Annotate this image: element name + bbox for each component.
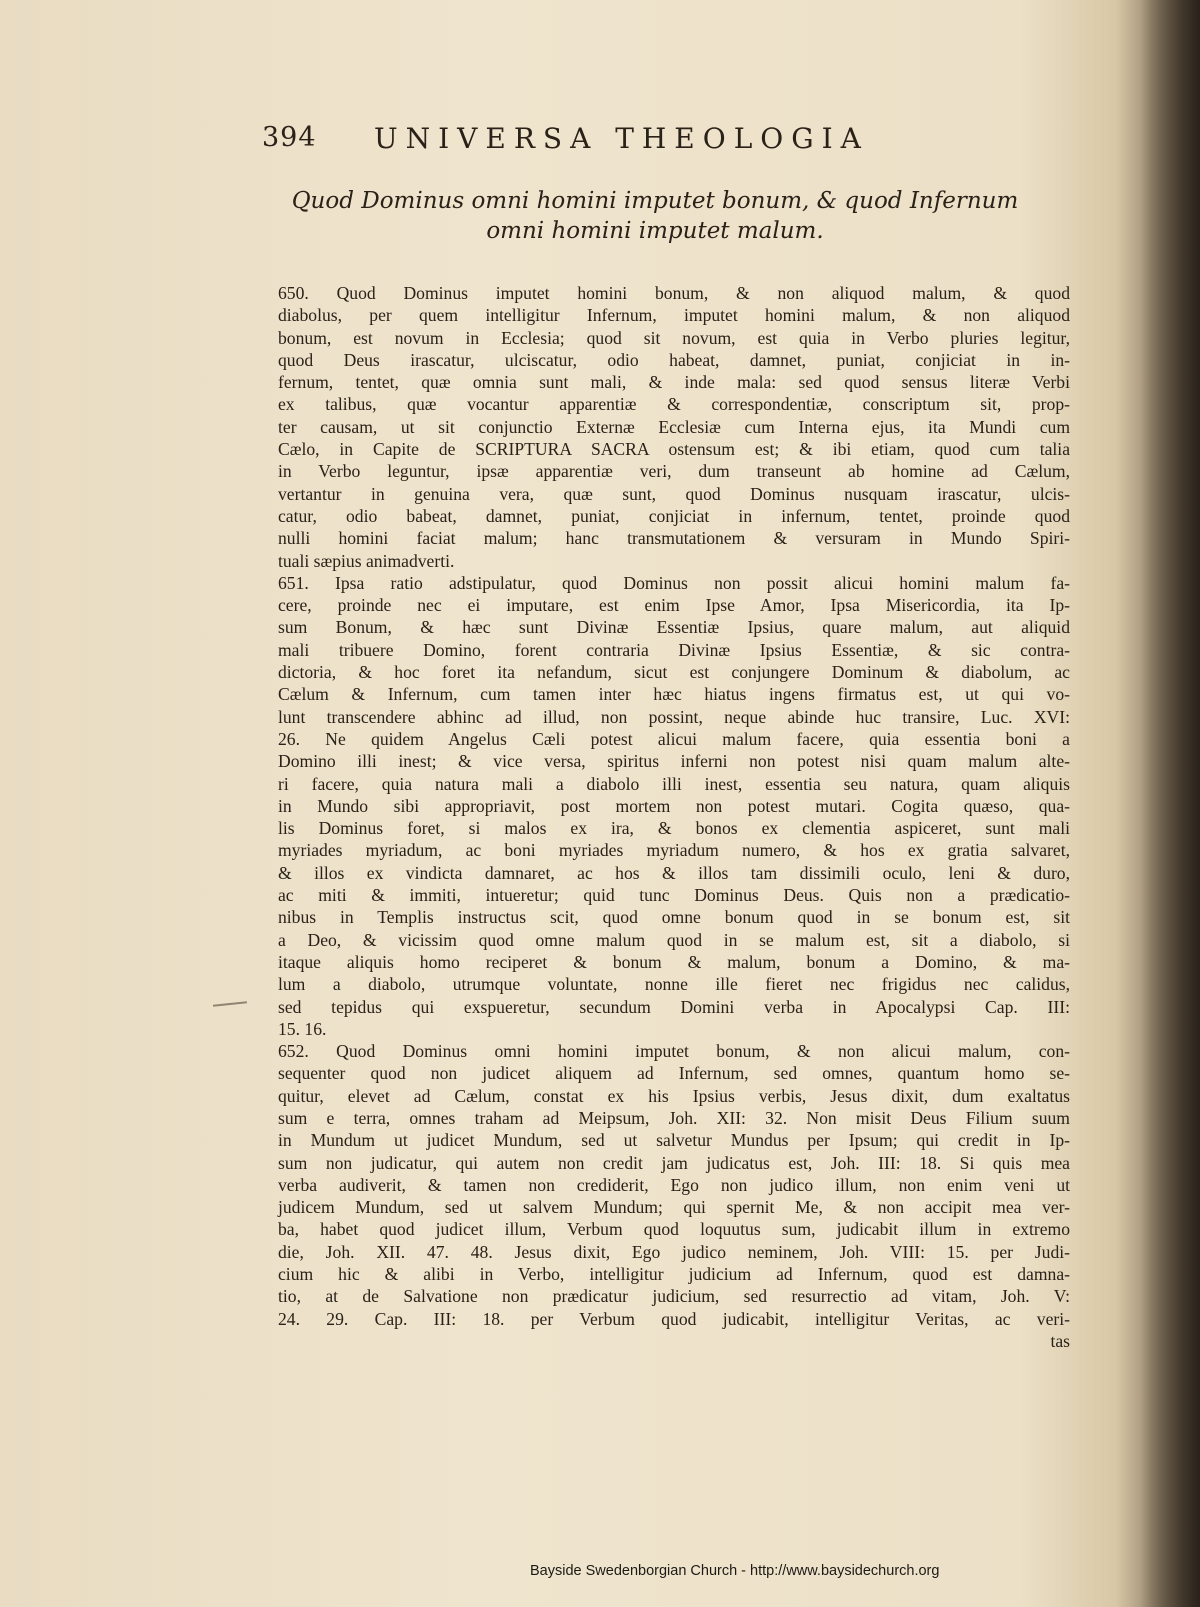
text-line: verba audiverit, & tamen non crediderit, Ego non judico illum, non enim veni ut xyxy=(278,1174,1070,1195)
text-line: quitur, elevet ad Cælum, constat ex his Ipsius verbis, Jesus dixit, dum exaltatus xyxy=(278,1085,1070,1106)
page-header xyxy=(262,122,1022,164)
text-line: diabolus, per quem intelligitur Infernum, imputet homini malum, & non aliquod xyxy=(278,305,1070,326)
text-line: mali tribuere Domino, forent contraria Divinæ Ipsius Essentiæ, & sic contra- xyxy=(278,639,1070,660)
text-line: ter causam, ut sit conjunctio Externæ Ecclesiæ cum Interna ejus, ita Mundi cum xyxy=(278,416,1070,437)
catchword: tas xyxy=(1050,1330,1070,1351)
text-line: sequenter quod non judicet aliquem ad Infernum, sed omnes, quantum homo se- xyxy=(278,1063,1070,1084)
text-line: 652. Quod Dominus omni homini imputet bonum, & non alicui malum, con- xyxy=(278,1041,1070,1062)
text-line: dictoria, & hoc foret ita nefandum, sicut est conjungere Dominum & diabolum, ac xyxy=(278,662,1070,683)
text-line: & illos ex vindicta damnaret, ac hos & illos tam dissimili oculo, leni & duro, xyxy=(278,862,1070,883)
text-line: ex talibus, quæ vocantur apparentiæ & correspondentiæ, conscriptum sit, prop- xyxy=(278,394,1070,415)
text-line: in Mundo sibi appropriavit, post mortem non potest mutari. Cogita quæso, qua- xyxy=(278,795,1070,816)
text-line: 651. Ipsa ratio adstipulatur, quod Dominus non possit alicui homini malum fa- xyxy=(278,572,1070,593)
text-line: die, Joh. XII. 47. 48. Jesus dixit, Ego judico neminem, Joh. VIII: 15. per Judi- xyxy=(278,1241,1070,1262)
text-line: sum Bonum, & hæc sunt Divinæ Essentiæ Ipsius, quare malum, aut aliquid xyxy=(278,617,1070,638)
text-line: in Verbo leguntur, ipsæ apparentiæ veri, dum transeunt ab homine ad Cælum, xyxy=(278,461,1070,482)
text-line: 650. Quod Dominus imputet homini bonum, & non aliquod malum, & quod xyxy=(278,283,1070,303)
watermark: Bayside Swedenborgian Church - http://www.baysidechurch.org xyxy=(530,1563,940,1579)
text-line: sed tepidus qui exspueretur, secundum Domini verba in Apocalypsi Cap. III: xyxy=(278,996,1070,1017)
text-line: bonum, est novum in Ecclesia; quod sit novum, est quia in Verbo pluries legitur, xyxy=(278,327,1070,348)
text-line: nibus in Templis instructus scit, quod omne bonum quod in se bonum est, sit xyxy=(278,907,1070,928)
margin-mark xyxy=(213,1001,247,1007)
running-title: UNIVERSA THEOLOGIA xyxy=(374,122,869,155)
text-line: catur, odio babeat, damnet, puniat, conjiciat in infernum, tentet, proinde quod xyxy=(278,505,1070,526)
text-line: lum a diabolo, utrumque voluntate, nonne ille fieret nec frigidus nec calidus, xyxy=(278,974,1070,995)
text-line: 15. 16. xyxy=(278,1018,327,1039)
page-binding-shadow xyxy=(1140,0,1200,1607)
text-line: cere, proinde nec ei imputare, est enim Ipse Amor, Ipsa Misericordia, ita Ip- xyxy=(278,595,1070,616)
text-line: 26. Ne quidem Angelus Cæli potest alicui malum facere, quia essentia boni a xyxy=(278,728,1070,749)
text-line: Domino illi inest; & vice versa, spiritus inferni non potest nisi quam malum alte- xyxy=(278,751,1070,772)
text-line: judicem Mundum, sed ut salvem Mundum; qui spernit Me, & non accipit mea ver- xyxy=(278,1197,1070,1218)
text-line: a Deo, & vicissim quod omne malum quod in se malum est, sit a diabolo, si xyxy=(278,929,1070,950)
text-line: 24. 29. Cap. III: 18. per Verbum quod judicabit, intelligitur Veritas, ac veri- xyxy=(278,1308,1070,1329)
text-line: ba, habet quod judicet illum, Verbum quod loquutus sum, judicabit illum in extremo xyxy=(278,1219,1070,1240)
text-line: lis Dominus foret, si malos ex ira, & bonos ex clementia aspiceret, sunt mali xyxy=(278,818,1070,839)
body-text xyxy=(278,282,1070,1352)
page-number: 394 xyxy=(262,122,317,153)
text-line: quod Deus irascatur, ulciscatur, odio habeat, damnet, puniat, conjiciat in in- xyxy=(278,349,1070,370)
text-line: itaque aliquis homo reciperet & bonum & malum, bonum a Domino, & ma- xyxy=(278,951,1070,972)
text-line: tio, at de Salvatione non prædicatur judicium, sed resurrectio ad vitam, Joh. V: xyxy=(278,1286,1070,1307)
text-line: lunt transcendere abhinc ad illud, non possint, neque abinde huc transire, Luc. XVI: xyxy=(278,706,1070,727)
section-title-line-2: omni homini imputet malum. xyxy=(486,218,824,244)
text-line: Cælum & Infernum, cum tamen inter hæc hiatus ingens firmatus est, ut qui vo- xyxy=(278,684,1070,705)
text-line: in Mundum ut judicet Mundum, sed ut salvetur Mundus per Ipsum; qui credit in Ip- xyxy=(278,1130,1070,1151)
text-line: vertantur in genuina vera, quæ sunt, quod Dominus nusquam irascatur, ulcis- xyxy=(278,483,1070,504)
text-line: myriades myriadum, ac boni myriades myriadum numero, & hos ex gratia salvaret, xyxy=(278,840,1070,861)
text-line: tuali sæpius animadverti. xyxy=(278,550,455,571)
text-line: ri facere, quia natura mali a diabolo illi inest, essentia seu natura, quam aliquis xyxy=(278,773,1070,794)
text-line: Cælo, in Capite de SCRIPTURA SACRA ostensum est; & ibi etiam, quod cum talia xyxy=(278,439,1070,460)
text-line: fernum, tentet, quæ omnia sunt mali, & inde mala: sed quod sensus literæ Verbi xyxy=(278,372,1070,393)
text-line: ac miti & immiti, intueretur; quid tunc Dominus Deus. Quis non a prædicatio- xyxy=(278,885,1070,906)
section-title xyxy=(260,186,1050,246)
section-title-line-1: Quod Dominus omni homini imputet bonum, & quod Infernum xyxy=(291,188,1019,214)
text-line: sum non judicatur, qui autem non credit jam judicatus est, Joh. III: 18. Si quis mea xyxy=(278,1152,1070,1173)
text-line: cium hic & alibi in Verbo, intelligitur judicium ad Infernum, quod est damna- xyxy=(278,1264,1070,1285)
text-line: nulli homini faciat malum; hanc transmutationem & versuram in Mundo Spiri- xyxy=(278,528,1070,549)
text-line: sum e terra, omnes traham ad Meipsum, Joh. XII: 32. Non misit Deus Filium suum xyxy=(278,1107,1070,1128)
